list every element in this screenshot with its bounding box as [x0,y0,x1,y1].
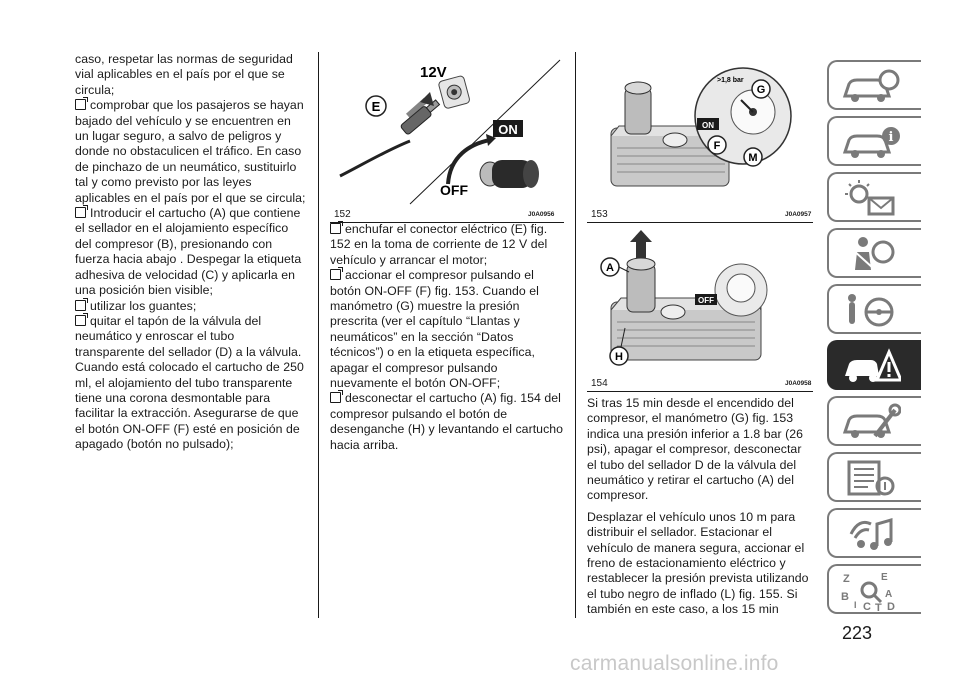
figure-154-illustration [587,228,813,374]
index-letter: A [885,589,893,600]
tab-safety[interactable] [827,228,921,278]
index-letter: C [863,601,871,613]
car-steering-icon [841,66,901,106]
figure-154 [587,228,813,389]
bullet-icon [75,300,86,311]
figure-152-illustration [330,56,564,206]
bullet-icon [330,223,341,234]
figure-rule [587,391,813,392]
bullet-icon [330,269,341,280]
tab-index[interactable] [827,564,921,614]
tab-maintenance[interactable] [827,396,921,446]
bullet-item: Introducir el cartucho (A) que contiene el sellador en el alojamiento específico del compresor (B), presionando con fuerza hacia abajo . Despegar la etiqueta adhesiva de velocidad (C) y aplicarla en una posición bien visible; [75,206,302,298]
bullet-icon [75,315,86,326]
index-letter: D [887,601,895,613]
text-column-1 [75,52,307,453]
tab-warning-lights[interactable] [827,172,921,222]
multimedia-icon [841,514,901,554]
airbag-seatbelt-icon [841,234,901,274]
index-letter: E [881,572,888,583]
figure-153 [587,56,813,220]
fig153-label-g: G [756,84,766,96]
text-column-2 [330,222,564,453]
alphabet-index-icon [841,570,901,614]
tab-dashboard[interactable] [827,116,921,166]
paragraph: Desplazar el vehículo unos 10 m para distribuir el sellador. Estacionar el vehículo de manera segura, accionar el freno de estacionamiento eléctrico y restablecer la presión prevista utilizando el tubo negro de inflado (L) fig. 155. Si también en este caso, a los 15 min [587,509,809,617]
fig153-label-pressure: >1,8 bar [717,77,744,84]
car-info-icon [841,122,901,162]
bullet-icon [330,392,341,403]
tab-technical-data[interactable] [827,452,921,502]
fig152-label-12v: 12V [420,64,447,81]
page-number: 223 [842,623,873,643]
column-divider [575,52,576,618]
figure-152 [330,56,564,220]
tab-starting-driving[interactable] [827,284,921,334]
bullet-item: desconectar el cartucho (A) fig. 154 del compresor pulsando el botón de desenganche (H) y levantando el cartucho hacia arriba. [330,391,564,452]
tab-vehicle-knowledge[interactable] [827,60,921,110]
fig152-label-on: ON [498,122,518,137]
document-list-icon [841,458,901,498]
bullet-icon [75,207,86,218]
figure-rule [587,222,813,223]
figure-code: J0A0956 [528,211,555,218]
fig154-label-h: H [615,351,623,363]
fig152-label-e: E [371,99,381,114]
figure-153-illustration [587,56,813,202]
svg-text:i: i [888,130,894,145]
figure-code: J0A0958 [785,380,812,387]
bullet-item: accionar el compresor pulsando el botón ON-OFF (F) fig. 153. Cuando el manómetro (G) muestre la presión prescrita (ver el capítulo “Llantas y neumáticos” en la sección “Datos técnicos”) o en la etiqueta específica, apagar el compresor pulsando nuevamente el botón ON-OFF; [330,268,539,391]
fig154-label-a: A [606,262,614,274]
bullet-icon [75,99,86,110]
figure-number: 154 [591,378,608,389]
figure-number: 152 [334,209,351,220]
column-divider [318,52,319,618]
light-message-icon [841,178,901,218]
paragraph: Si tras 15 min desde el encendido del compresor, el manómetro (G) fig. 153 indica una presión inferior a 1.8 bar (26 psi), apagar el compresor, desconectar el tubo del sellador D de la válvula del neumático y retirar el cartucho (A) del compresor. [587,396,804,503]
bullet-item: quitar el tapón de la válvula del neumático y enroscar el tubo transparente del sellador (D) a la válvula. Cuando está colocado el cartucho de 250 ml, el alojamiento del tubo transparente tiene una corona desmontable para facilitar la extracción. Asegurarse de que el botón ON-OFF (F) esté en posición de apagado (botón no pulsado); [75,313,304,452]
index-letter: T [875,602,882,614]
car-wrench-icon [841,402,901,442]
paragraph: caso, respetar las normas de seguridad vial aplicables en el país por el que se circula; [75,52,293,97]
text-column-3 [587,396,811,618]
index-letter: Z [843,573,850,585]
index-letter: I [854,600,857,610]
fig154-label-off: OFF [698,296,714,305]
index-letter: B [841,591,849,603]
figure-code: J0A0957 [785,211,812,218]
figure-number: 153 [591,209,608,220]
car-warning-triangle-icon [841,346,901,386]
fig153-label-m: M [748,152,758,164]
tab-emergency[interactable] [827,340,921,390]
tab-multimedia[interactable] [827,508,921,558]
bullet-item: enchufar el conector eléctrico (E) fig. 152 en la toma de corriente de 12 V del vehículo y arrancar el motor; [330,222,548,267]
bullet-item: comprobar que los pasajeros se hayan bajado del vehículo y se encuentren en un lugar seguro, a salvo de peligros y donde no obstaculicen el tráfico. En caso de pinchazo de un neumático, sustituirlo tal y como previsto por las leyes aplicables en el país por el que se circula; [75,98,306,205]
steering-wheel-icon [841,290,901,330]
bullet-item: utilizar los guantes; [75,299,307,314]
fig152-label-off: OFF [440,182,468,198]
fig153-label-on: ON [702,121,714,130]
fig153-label-f: F [713,140,721,152]
watermark: carmanualsonline.info [570,652,779,675]
